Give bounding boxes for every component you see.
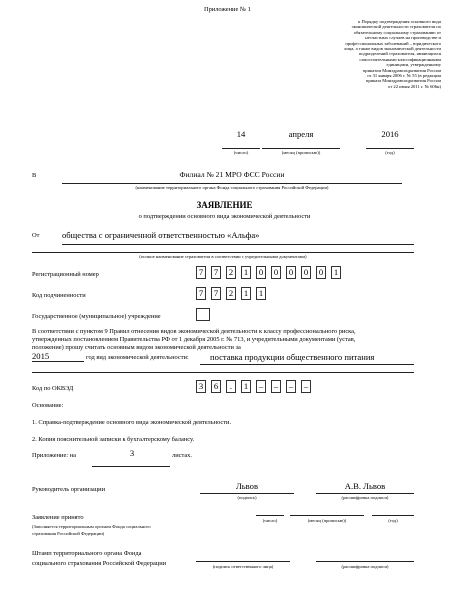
appendix-title: Приложение № 1 — [204, 6, 251, 13]
subordination-digit[interactable]: 1 — [256, 287, 266, 300]
subordination-digit[interactable]: 2 — [226, 287, 236, 300]
date-year-caption: (год) — [385, 150, 395, 155]
accepted-label: Заявление принято — [32, 514, 84, 521]
attachment-count[interactable]: 3 — [129, 448, 135, 458]
note-line: обязательному социальному страхованию от — [353, 29, 441, 35]
head-signature[interactable]: Львов — [235, 481, 259, 491]
note-line: к Порядку подтверждения основного вида — [358, 19, 441, 24]
subordination-digit[interactable]: 7 — [211, 287, 221, 300]
municipal-checkbox[interactable] — [196, 308, 210, 321]
head-decryption-caption: (расшифровка подписи) — [341, 495, 389, 500]
note-line: приказа Минздравсоцразвития России — [365, 78, 441, 84]
accepted-day-caption: (число) — [262, 518, 278, 523]
paragraph-line: В соответствии с пунктом 9 Правил отнесения видов экономической деятельности к классу профессионального риска, — [32, 328, 356, 335]
attachment-prefix: Приложение: на — [32, 452, 76, 459]
note-line: приказом Минздравсоцразвития России — [362, 67, 441, 73]
okved-cell[interactable]: – — [271, 380, 281, 393]
accepted-note-line: (Заполняется территориальным органом Фонда социального — [32, 524, 151, 529]
reg-digit[interactable]: 0 — [271, 266, 281, 279]
from-caption: (полное наименование страхователя в соответствии с учредительными документами) — [139, 254, 307, 259]
from-prefix: От — [32, 232, 40, 239]
note-line: лица, а также видов экономической деятельности — [344, 46, 441, 52]
note-line: экономической деятельности страхователя по — [351, 24, 441, 30]
reg-digit[interactable]: 0 — [256, 266, 266, 279]
municipal-label: Государственное (муниципальное) учреждение — [32, 313, 161, 320]
reg-digit[interactable]: 7 — [196, 266, 206, 279]
head-label: Руководитель организации — [32, 486, 106, 493]
stamp-line: Штамп территориального органа Фонда — [32, 550, 142, 557]
note-line: единицами, утвержденному — [386, 62, 441, 68]
subordination-digit[interactable]: 1 — [241, 287, 251, 300]
reg-digit[interactable]: 0 — [286, 266, 296, 279]
paragraph-year[interactable]: 2015 — [32, 351, 50, 361]
note-line: несчастных случаев на производстве и — [365, 35, 441, 41]
stamp-line: социального страхования Российской Федерации — [32, 560, 167, 567]
accepted-month-caption: (месяц (прописью)) — [307, 518, 347, 523]
appendix-note — [273, 19, 441, 89]
basis-label: Основание: — [32, 402, 64, 409]
okved-cell[interactable]: – — [256, 380, 266, 393]
attachment-suffix: листах. — [172, 452, 192, 459]
okved-label: Код по ОКВЭД — [32, 385, 74, 392]
subordination-code-label: Код подчиненности — [32, 292, 86, 299]
from-value[interactable]: общества с ограниченной ответственностью «Альфа» — [62, 230, 260, 240]
paragraph-line: утвержденных постановлением Правительства РФ от 1 декабря 2005 г. № 713, и учредительными документами (устав, — [32, 336, 356, 343]
paragraph-activity[interactable]: поставка продукции общественного питания — [210, 352, 375, 362]
okved-cell[interactable]: 1 — [241, 380, 251, 393]
note-line: от 31 января 2006 г. № 55 (в редакции — [367, 73, 441, 79]
accepted-year-caption: (год) — [388, 518, 398, 523]
recipient-caption: (наименование территориального органа Фонда социального страхования Российской Федерации) — [135, 185, 329, 190]
note-line: подразделений страхователя, являющихся — [358, 51, 441, 57]
accepted-note-line: страхования Российской Федерации) — [32, 531, 105, 536]
okved-cell[interactable]: 3 — [196, 380, 206, 393]
note-line: профессиональных заболеваний – юридического — [345, 40, 441, 46]
date-month[interactable]: апреля — [288, 129, 314, 139]
head-signature-caption: (подпись) — [237, 495, 257, 500]
reg-digit[interactable]: 1 — [331, 266, 341, 279]
okved-cell[interactable]: – — [301, 380, 311, 393]
okved-cell[interactable]: – — [286, 380, 296, 393]
reg-number-label: Регистрационный номер — [32, 271, 99, 278]
date-day[interactable]: 14 — [236, 129, 246, 139]
reg-digit[interactable]: 1 — [241, 266, 251, 279]
recipient-prefix: В — [32, 172, 37, 179]
paragraph-year-suffix: год вид экономической деятельности: — [86, 354, 189, 361]
basis-item: 1. Справка-подтверждение основного вида экономической деятельности. — [32, 419, 232, 426]
stamp-signature-caption: (подпись ответственного лица) — [212, 564, 274, 569]
form-title: ЗАЯВЛЕНИЕ — [196, 200, 253, 210]
okved-cell[interactable]: . — [226, 380, 236, 393]
note-line: самостоятельными классификационными — [359, 56, 441, 62]
date-year[interactable]: 2016 — [381, 129, 399, 139]
reg-digit[interactable]: 7 — [211, 266, 221, 279]
paragraph-line: положение) прошу считать основным видом экономической деятельности за — [32, 344, 241, 351]
date-month-caption: (месяц (прописью)) — [281, 150, 321, 155]
date-day-caption: (число) — [233, 150, 249, 155]
form-subtitle: о подтверждении основного вида экономической деятельности — [138, 213, 311, 220]
reg-digit[interactable]: 0 — [316, 266, 326, 279]
head-decryption[interactable]: А.В. Львов — [344, 481, 386, 491]
okved-cell[interactable]: 6 — [211, 380, 221, 393]
subordination-digit[interactable]: 7 — [196, 287, 206, 300]
basis-item: 2. Копия пояснительной записки к бухгалтерскому балансу. — [32, 436, 195, 443]
note-line: от 22 июня 2011 г. № 606н) — [388, 83, 441, 89]
stamp-decryption-caption: (расшифровка подписи) — [341, 564, 389, 569]
reg-digit[interactable]: 2 — [226, 266, 236, 279]
reg-digit[interactable]: 0 — [301, 266, 311, 279]
recipient-value[interactable]: Филиал № 21 МРО ФСС России — [179, 170, 285, 179]
